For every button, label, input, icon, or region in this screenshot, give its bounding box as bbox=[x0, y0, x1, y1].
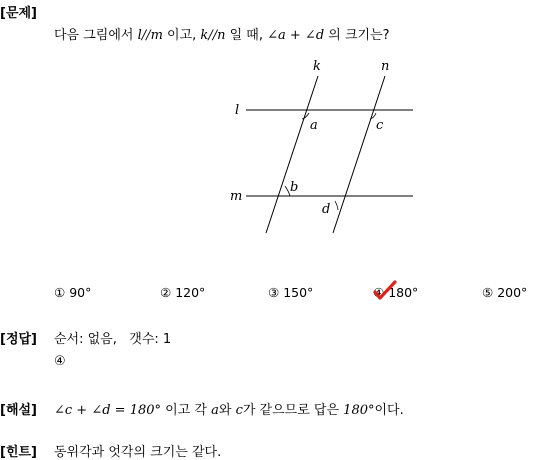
label-d: d bbox=[322, 202, 331, 217]
checkmark-icon bbox=[372, 279, 398, 301]
line-m-ref: m bbox=[150, 28, 163, 43]
line-n-ref: n bbox=[217, 28, 226, 43]
option-3-number: ③ bbox=[268, 285, 280, 300]
option-1[interactable] bbox=[54, 285, 91, 300]
line-k bbox=[266, 76, 318, 233]
answer-choice: ④ bbox=[54, 354, 66, 369]
solution-rest: 가 같으므로 답은 bbox=[242, 403, 340, 418]
label-c: c bbox=[376, 118, 384, 133]
label-b: b bbox=[290, 180, 299, 195]
question-prefix: 다음 그림에서 bbox=[54, 28, 134, 43]
option-1-value: 90° bbox=[69, 285, 92, 300]
label-m: m bbox=[230, 189, 243, 204]
answer-tag: [정답] bbox=[0, 332, 37, 347]
solution-value: 180° bbox=[343, 403, 375, 418]
option-2-number: ② bbox=[160, 285, 172, 300]
option-5[interactable] bbox=[482, 285, 527, 300]
line-n bbox=[333, 76, 385, 233]
option-1-number: ① bbox=[54, 285, 66, 300]
label-l: l bbox=[235, 103, 240, 118]
solution-a: a bbox=[211, 403, 219, 418]
question-suffix: 의 크기는? bbox=[328, 28, 390, 43]
option-3[interactable] bbox=[268, 285, 313, 300]
option-4-value: 180° bbox=[388, 285, 419, 300]
answer-info bbox=[54, 328, 171, 347]
angle-d-arc bbox=[335, 201, 338, 210]
problem-tag: [문제] bbox=[0, 6, 37, 21]
parallel-symbol-2: // bbox=[208, 28, 218, 43]
option-2[interactable] bbox=[160, 285, 205, 300]
answer-order: 순서: 없음, bbox=[54, 332, 117, 347]
label-a: a bbox=[310, 118, 318, 133]
question-mid2: 일 때, bbox=[229, 28, 263, 43]
option-2-value: 120° bbox=[175, 285, 206, 300]
question-mid1: 이고, bbox=[167, 28, 197, 43]
solution-tag: [해설] bbox=[0, 403, 37, 418]
hint-tag: [힌트] bbox=[0, 445, 37, 460]
solution-end: 이다. bbox=[374, 403, 404, 418]
parallel-symbol: // bbox=[141, 28, 151, 43]
angle-expression: ∠a + ∠d bbox=[267, 28, 325, 43]
line-l-ref: l bbox=[137, 28, 142, 43]
hint-text: 동위각과 엇각의 크기는 같다. bbox=[54, 445, 222, 460]
solution-expr: ∠c + ∠d = 180° bbox=[54, 403, 162, 418]
solution-mid: 이고 각 bbox=[165, 403, 207, 418]
solution-c: c bbox=[235, 403, 243, 418]
solution-text bbox=[54, 399, 404, 418]
label-k: k bbox=[313, 59, 321, 74]
answer-count: 갯수: 1 bbox=[129, 332, 172, 347]
solution-wa: 와 bbox=[218, 403, 232, 418]
label-n: n bbox=[381, 59, 390, 74]
option-3-value: 150° bbox=[283, 285, 314, 300]
line-k-ref: k bbox=[200, 28, 209, 43]
option-5-number: ⑤ bbox=[482, 285, 494, 300]
option-5-value: 200° bbox=[497, 285, 528, 300]
option-4-number: ④ bbox=[373, 285, 385, 300]
